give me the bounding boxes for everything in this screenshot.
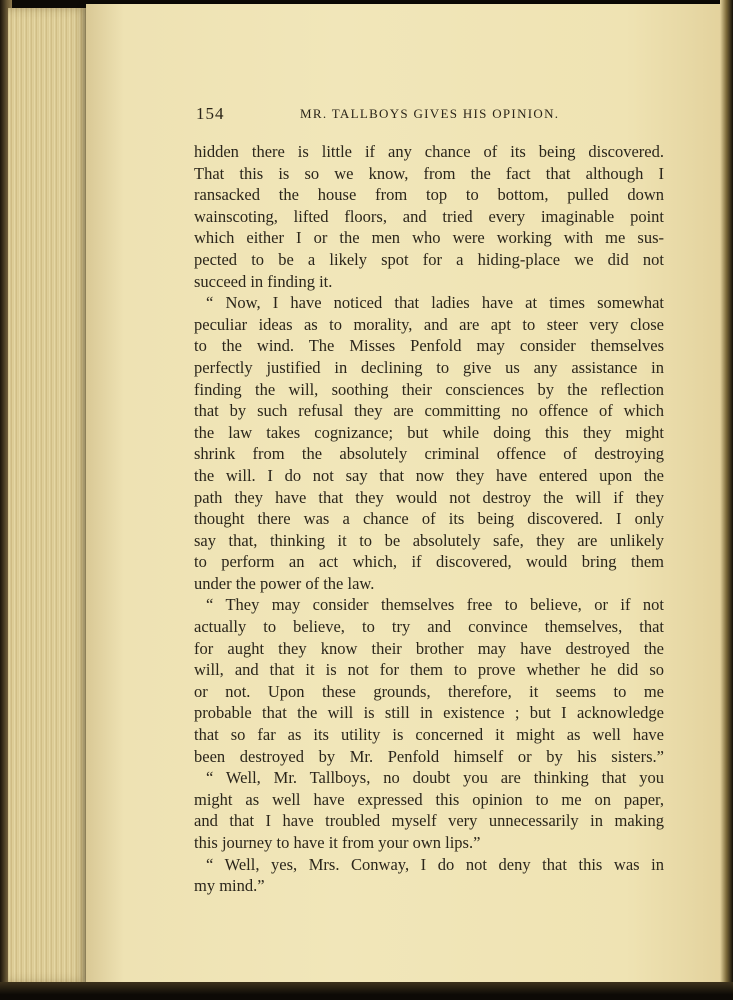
- paragraph: [194, 594, 664, 767]
- text-line: my mind.”: [194, 876, 265, 896]
- text-line: under the power of the law.: [194, 573, 375, 593]
- text-line: for aught they know their brother may have destroyed the: [194, 638, 664, 658]
- page-fore-edge: [720, 0, 733, 1000]
- text-line: been destroyed by Mr. Penfold himself or by his sisters.”: [194, 746, 664, 766]
- text-line: finding the will, soothing their consciences by the reflection: [194, 379, 664, 399]
- paragraph: [194, 767, 664, 853]
- text-line: thought there was a chance of its being discovered. I only: [194, 509, 664, 529]
- text-line: path they have that they would not destroy the will if they: [194, 487, 664, 507]
- page-bottom-edge: [0, 982, 733, 1000]
- text-line: that so far as its utility is concerned it might as well have: [194, 725, 664, 745]
- text-line: actually to believe, to try and convince themselves, that: [194, 617, 664, 637]
- paragraph: [194, 141, 664, 292]
- page-number: 154: [196, 104, 225, 123]
- text-line: will, and that it is not for them to prove whether he did so: [194, 660, 664, 680]
- running-head: MR. TALLBOYS GIVES HIS OPINION.: [300, 106, 560, 121]
- text-line: or not. Upon these grounds, therefore, it seems to me: [194, 681, 664, 701]
- text-line: the will. I do not say that now they have entered upon the: [194, 465, 664, 485]
- text-line: ransacked the house from top to bottom, pulled down: [194, 185, 664, 205]
- text-line: perfectly justified in declining to give us any assistance in: [194, 357, 664, 377]
- paragraph: [194, 854, 664, 897]
- text-line: to perform an act which, if discovered, would bring them: [194, 552, 664, 572]
- page-stack-edge: [8, 8, 88, 983]
- text-line: and that I have troubled myself very unnecessarily in making: [194, 811, 664, 831]
- paragraph: [194, 292, 664, 594]
- text-line: wainscoting, lifted floors, and tried every imaginable point: [194, 206, 664, 226]
- text-line: this journey to have it from your own lips.”: [194, 833, 481, 852]
- text-line: pected to be a likely spot for a hiding-place we did not: [194, 249, 664, 269]
- text-line: might as well have expressed this opinion to me on paper,: [194, 789, 664, 809]
- text-line: which either I or the men who were working with me sus-: [194, 228, 664, 248]
- text-line: succeed in finding it.: [194, 271, 333, 291]
- text-line: “ Now, I have noticed that ladies have at times somewhat: [206, 293, 664, 313]
- text-line: to the wind. The Misses Penfold may consider themselves: [194, 336, 664, 356]
- body-text: [194, 141, 664, 897]
- text-line: “ They may consider themselves free to believe, or if not: [206, 595, 664, 615]
- text-line: That this is so we know, from the fact that although I: [194, 163, 664, 183]
- text-line: “ Well, yes, Mrs. Conway, I do not deny that this was in: [206, 854, 664, 874]
- text-line: say that, thinking it to be absolutely safe, they are unlikely: [194, 530, 664, 550]
- text-line: peculiar ideas as to morality, and are apt to steer very close: [194, 314, 664, 334]
- text-line: shrink from the absolutely criminal offence of destroying: [194, 444, 664, 464]
- text-line: hidden there is little if any chance of its being discovered.: [194, 142, 664, 161]
- text-line: the law takes cognizance; but while doing this they might: [194, 422, 664, 442]
- text-line: that by such refusal they are committing no offence of which: [194, 401, 664, 421]
- text-line: “ Well, Mr. Tallboys, no doubt you are thinking that you: [206, 768, 664, 788]
- page-header: [196, 104, 666, 126]
- text-line: probable that the will is still in existence ; but I acknowledge: [194, 703, 664, 723]
